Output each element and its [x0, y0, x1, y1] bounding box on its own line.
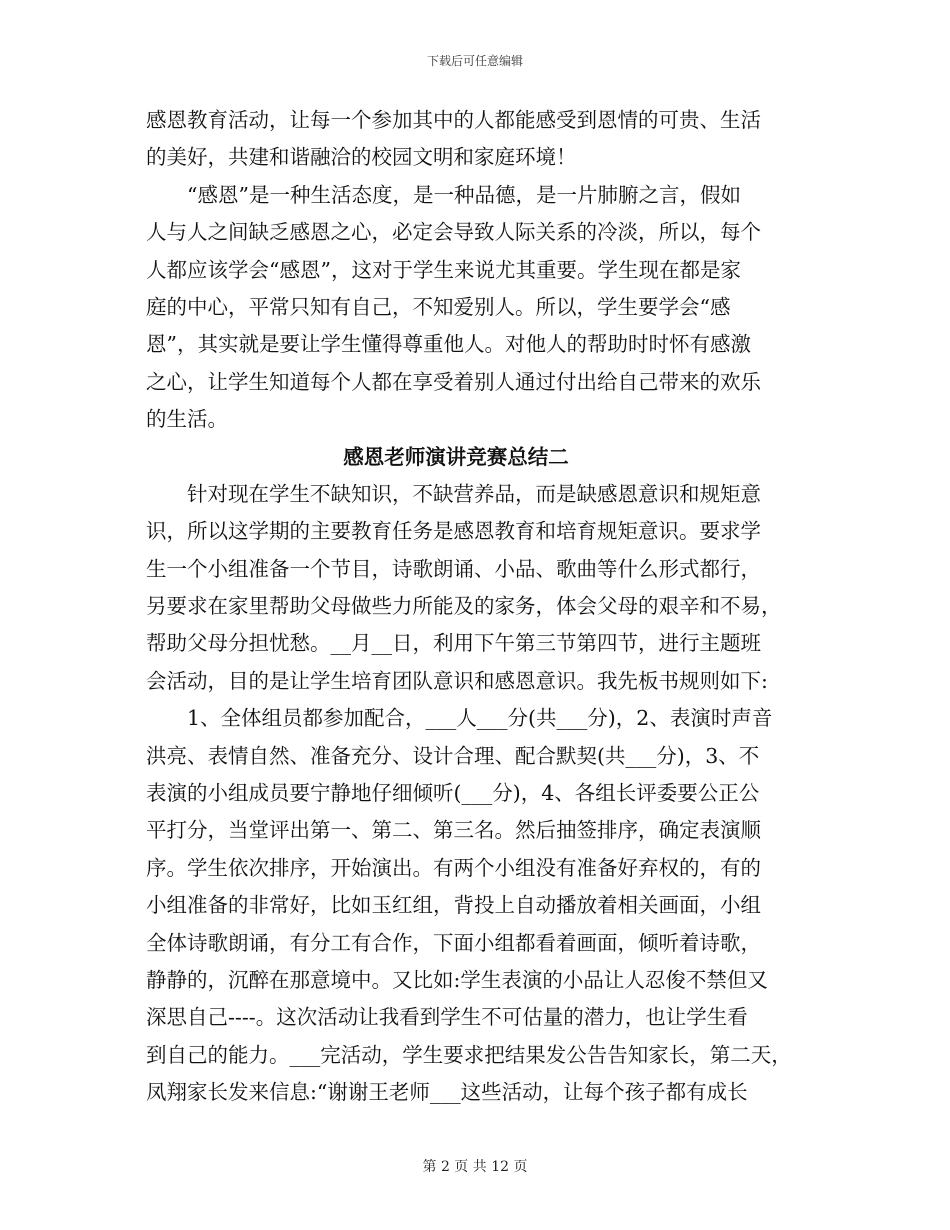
paragraph-line: 到自己的能力。___完活动，学生要求把结果发公告告知家长，第二天，	[146, 1042, 792, 1067]
paragraph-line: 之心，让学生知道每个人都在享受着别人通过付出给自己带来的欢乐	[146, 369, 761, 394]
document-body	[146, 102, 806, 1112]
paragraph-line: 另要求在家里帮助父母做些力所能及的家务，体会父母的艰辛和不易，	[146, 594, 782, 619]
paragraph-line: 感恩教育活动，让每一个参加其中的人都能感受到恩情的可贵、生活	[146, 108, 761, 132]
paragraph-line: 深思自己----。这次活动让我看到学生不可估量的潜力，也让学生看	[146, 1005, 748, 1030]
paragraph-line: 识，所以这学期的主要教育任务是感恩教育和培育规矩意识。要求学	[146, 519, 761, 544]
paragraph-line: 凤翔家长发来信息:“谢谢王老师___这些活动，让每个孩子都有成长	[146, 1080, 748, 1105]
paragraph-line: 序。学生依次排序，开始演出。有两个小组没有准备好弃权的，有的	[146, 855, 761, 880]
paragraph-line: 1、全体组员都参加配合，___人___分(共___分)，2、表演时声音	[187, 706, 773, 731]
paragraph-line: 的美好，共建和谐融洽的校园文明和家庭环境！	[146, 145, 577, 170]
page-header-note: 下载后可任意编辑	[426, 54, 523, 68]
paragraph-line: 生一个小组准备一个节目，诗歌朗诵、小品、歌曲等什么形式都行，	[146, 556, 761, 581]
paragraph-line: 小组准备的非常好，比如玉红组，背投上自动播放着相关画面，小组	[146, 893, 761, 918]
section-heading: 感恩老师演讲竞赛总结二	[343, 444, 569, 469]
paragraph-line: 庭的中心，平常只知有自己，不知爱别人。所以，学生要学会“感	[146, 294, 731, 319]
paragraph-line: “感恩”是一种生活态度，是一种品德，是一片肺腑之言，假如	[187, 182, 741, 207]
paragraph-line: 表演的小组成员要宁静地仔细倾听(___分)，4、各组长评委要公正公	[146, 781, 760, 806]
paragraph-line: 会活动，目的是让学生培育团队意识和感恩意识。我先板书规则如下:	[146, 668, 768, 693]
paragraph-line: 人都应该学会“感恩”，这对于学生来说尤其重要。学生现在都是家	[146, 257, 741, 282]
paragraph-line: 人与人之间缺乏感恩之心，必定会导致人际关系的冷淡，所以，每个	[146, 220, 761, 245]
paragraph-line: 静静的，沉醉在那意境中。又比如:学生表演的小品让人忍俊不禁但又	[146, 967, 768, 992]
paragraph-line: 帮助父母分担忧愁。__月__日，利用下午第三节第四节，进行主题班	[146, 631, 761, 656]
paragraph-line: 平打分，当堂评出第一、第二、第三名。然后抽签排序，确定表演顺	[146, 818, 761, 843]
paragraph-line: 洪亮、表情自然、准备充分、设计合理、配合默契(共___分)，3、不	[146, 743, 760, 768]
paragraph-line: 恩”，其实就是要让学生懂得尊重他人。对他人的帮助时时怀有感激	[146, 332, 751, 357]
paragraph-line: 全体诗歌朗诵，有分工有合作，下面小组都看着画面，倾听着诗歌，	[146, 930, 761, 955]
page-number-footer: 第 2 页 共 12 页	[422, 1159, 528, 1175]
paragraph-line: 的生活。	[146, 407, 228, 432]
paragraph-line: 针对现在学生不缺知识，不缺营养品，而是缺感恩意识和规矩意	[187, 481, 761, 506]
